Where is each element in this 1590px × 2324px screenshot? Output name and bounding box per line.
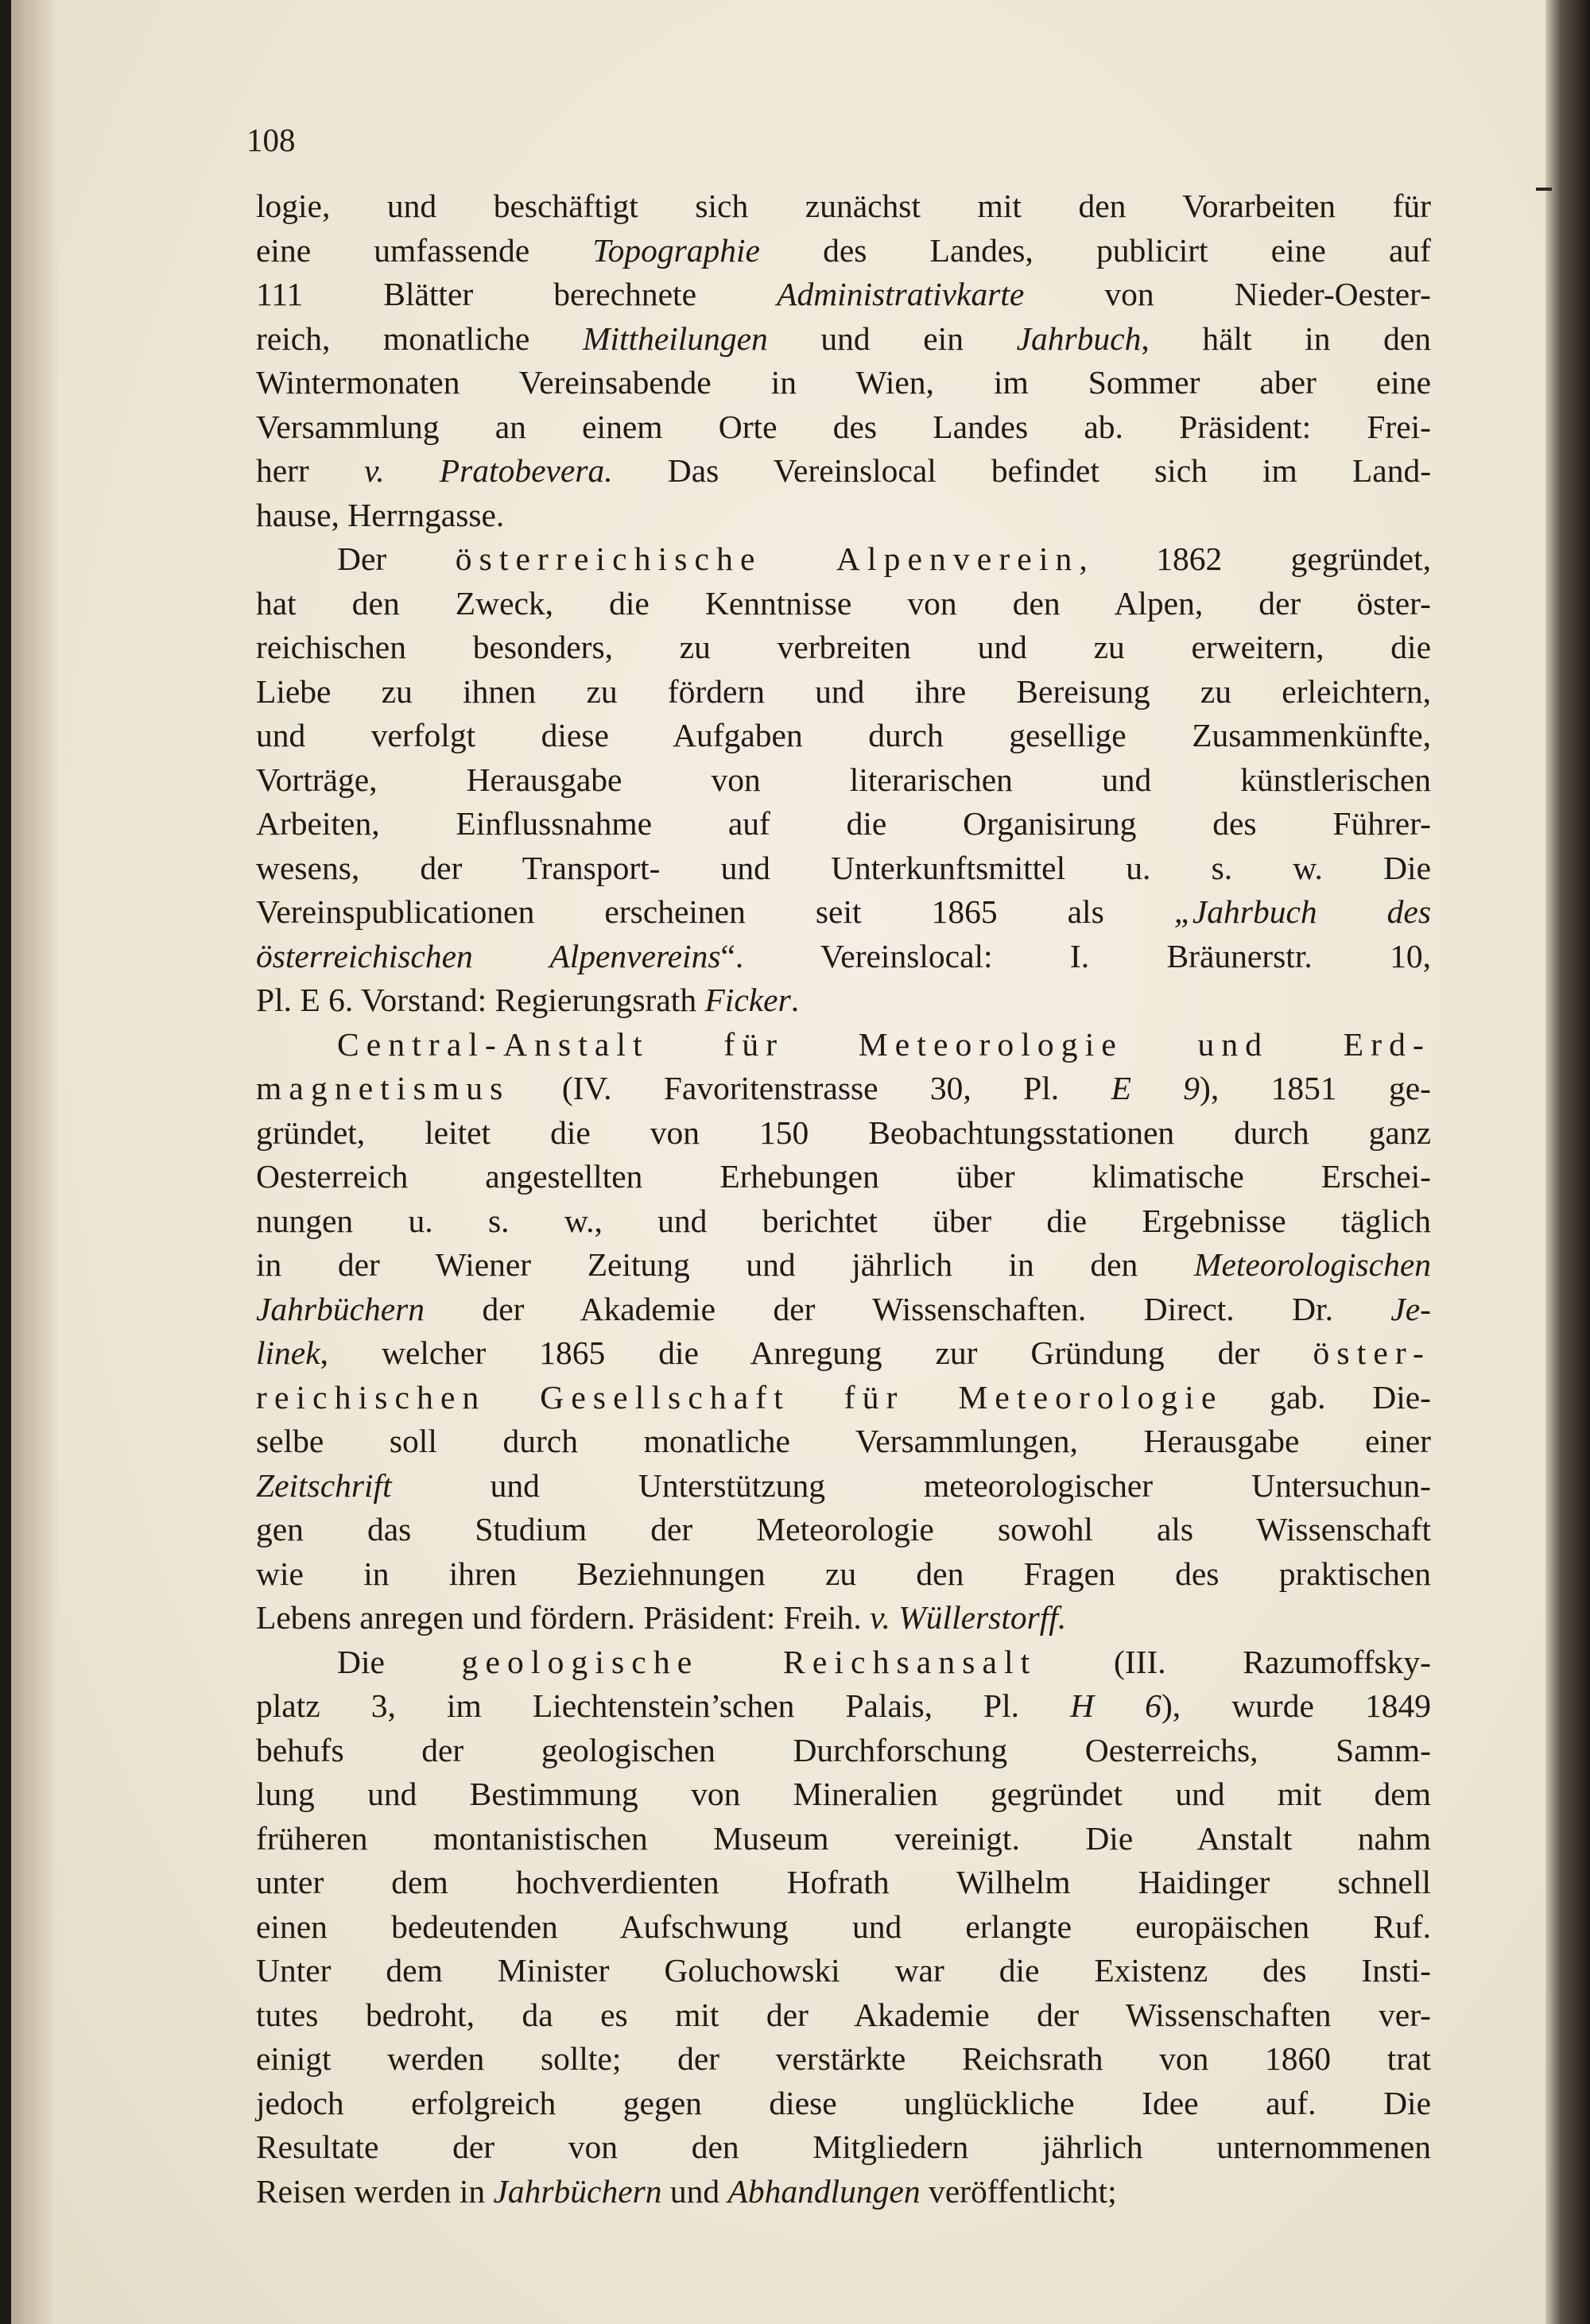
text-run: Vereinspublicationen erscheinen seit 1865 als [256, 893, 1174, 930]
text-run: veröffentlicht; [920, 2172, 1117, 2210]
text-line [256, 2125, 1431, 2170]
text-run: und Unterstützung meteorologischer Untersuchun- [391, 1466, 1431, 1504]
text-run: Oesterreich angestellten Erhebungen über klimatische Erschei- [256, 1158, 1431, 1195]
text-run: reich, monatliche [256, 320, 583, 357]
italic-term: linek [256, 1334, 320, 1371]
text-line [256, 273, 1431, 317]
text-line [256, 2082, 1431, 2126]
text-run: Liebe zu ihnen zu fördern und ihre Bereisung zu erleichtern, [256, 672, 1431, 710]
text-line [256, 1861, 1431, 1905]
paragraph [256, 1023, 1431, 1640]
text-line [256, 1199, 1431, 1244]
text-run: jedoch erfolgreich gegen diese unglückliche Idee auf. Die [256, 2084, 1431, 2121]
text-run: nungen u. s. w., und berichtet über die Ergebnisse täglich [256, 1202, 1431, 1239]
spaced-heading: reichischen Gesellschaft für Meteorologie [256, 1378, 1224, 1416]
text-run: Lebens anregen und fördern. Präsident: Freih. [256, 1599, 871, 1636]
text-line [256, 1817, 1431, 1861]
text-run: Versammlung an einem Orte des Landes ab. Präsident: Frei- [256, 408, 1431, 445]
text-run: , 1862 gegründet, [1079, 540, 1431, 577]
text-run: lung und Bestimmung von Mineralien gegründet und mit dem [256, 1776, 1431, 1812]
text-run: wie in ihren Beziehnungen zu den Fragen des praktischen [256, 1555, 1431, 1592]
text-line [256, 1552, 1431, 1597]
text-line [256, 1420, 1431, 1464]
spaced-heading: öster- [1313, 1334, 1431, 1371]
text-run: selbe soll durch monatliche Versammlungen, Herausgabe einer [256, 1423, 1431, 1459]
italic-term: Topographie [592, 231, 760, 269]
paragraph [256, 537, 1431, 1023]
text-run: Reisen werden in [256, 2172, 494, 2210]
text-line [256, 494, 1431, 538]
text-run: einen bedeutenden Aufschwung und erlangte europäischen Ruf. [256, 1908, 1431, 1945]
text-line [256, 1155, 1431, 1199]
italic-term: Jahrbüchern [493, 2172, 662, 2210]
italic-term: „Jahrbuch des [1173, 893, 1431, 930]
italic-term: Zeitschrift [256, 1466, 392, 1504]
italic-term: Jahrbüchern [256, 1290, 425, 1327]
spaced-heading: magnetismus [256, 1070, 510, 1106]
text-run: . [790, 982, 800, 1018]
text-line [256, 2037, 1431, 2082]
text-line [256, 1684, 1431, 1729]
text-run: , hält in den [1141, 320, 1431, 357]
italic-term: Mittheilungen [582, 320, 768, 357]
text-run: hat den Zweck, die Kenntnisse von den Alpen, der öster- [256, 584, 1431, 622]
text-run: und [661, 2172, 728, 2210]
italic-term: H 6 [1070, 1687, 1161, 1724]
text-line [256, 405, 1431, 450]
text-line [256, 758, 1431, 803]
italic-term: österreichischen Alpenvereins [256, 937, 721, 974]
text-run: Wintermonaten Vereinsabende in Wien, im Sommer aber eine [256, 364, 1431, 401]
text-run: (III. Razumoffsky- [1037, 1643, 1432, 1680]
text-run: Der [337, 540, 456, 577]
text-run: und ein [767, 320, 1017, 357]
text-line [256, 2170, 1431, 2214]
italic-term: Meteorologischen [1193, 1246, 1431, 1283]
text-run: , welcher 1865 die Anregung zur Gründung der [320, 1334, 1313, 1371]
text-line [256, 1772, 1431, 1817]
text-run: Pl. E 6. Vorstand: Regierungsrath [256, 982, 705, 1018]
text-line [256, 1993, 1431, 2038]
text-run: 111 Blätter berechnete [256, 276, 778, 312]
text-line [256, 1949, 1431, 1993]
text-run: platz 3, im Liechtenstein’schen Palais, Pl. [256, 1687, 1071, 1724]
text-run: Resultate der von den Mitgliedern jährlich unternommenen [256, 2128, 1431, 2165]
text-run: und verfolgt diese Aufgaben durch gesellige Zusammenkünfte, [256, 717, 1431, 753]
italic-term: v. Pratobevera. [363, 452, 613, 489]
text-line [256, 184, 1431, 229]
text-line [256, 1905, 1431, 1950]
text-run: behufs der geologischen Durchforschung Oesterreichs, Samm- [256, 1731, 1431, 1768]
text-run: ), wurde 1849 [1161, 1687, 1431, 1724]
text-line [256, 582, 1431, 626]
text-line [256, 1067, 1431, 1111]
text-run: “. Vereinslocal: I. Bräunerstr. 10, [720, 937, 1431, 974]
body-text [256, 184, 1431, 2214]
paragraph [256, 1640, 1431, 2214]
text-run: in der Wiener Zeitung und jährlich in den [256, 1246, 1194, 1283]
text-line [256, 1596, 1431, 1640]
text-run: tutes bedroht, da es mit der Akademie der Wissenschaften ver- [256, 1996, 1431, 2033]
text-run: unter dem hochverdienten Hofrath Wilhelm Haidinger schnell [256, 1864, 1431, 1900]
paragraph [256, 184, 1431, 537]
text-run: reichischen besonders, zu verbreiten und zu erweitern, die [256, 629, 1431, 665]
spaced-heading: österreichische Alpenverein [455, 540, 1080, 577]
text-run: eine umfassende [256, 231, 593, 269]
text-line [256, 626, 1431, 670]
text-line [256, 449, 1431, 494]
text-run: Vorträge, Herausgabe von literarischen und künstlerischen [256, 761, 1431, 798]
italic-term: Jahrbuch [1016, 320, 1142, 357]
text-run: gen das Studium der Meteorologie sowohl als Wissenschaft [256, 1511, 1431, 1547]
text-line [256, 1729, 1431, 1773]
text-run: einigt werden sollte; der verstärkte Reichsrath von 1860 trat [256, 2040, 1431, 2077]
text-run: der Akademie der Wissenschaften. Direct. Dr. [425, 1290, 1391, 1327]
text-run: Die [337, 1643, 462, 1680]
text-line [256, 802, 1431, 846]
text-run: Das Vereinslocal befindet sich im Land- [612, 452, 1432, 489]
italic-term: Ficker [704, 982, 791, 1018]
text-line [256, 1331, 1431, 1376]
text-line [256, 1508, 1431, 1552]
text-run: gründet, leitet die von 150 Beobachtungsstationen durch ganz [256, 1114, 1431, 1151]
text-run: herr [256, 452, 364, 489]
text-line [256, 361, 1431, 405]
text-line [256, 1111, 1431, 1156]
text-line [256, 1376, 1431, 1420]
text-run: gab. Die- [1223, 1378, 1431, 1416]
text-run: wesens, der Transport- und Unterkunftsmittel u. s. w. Die [256, 849, 1431, 886]
text-line [256, 935, 1431, 979]
text-line [256, 670, 1431, 715]
italic-term: Abhandlungen [727, 2172, 921, 2210]
text-line [256, 846, 1431, 891]
text-run: früheren montanistischen Museum vereinigt. Die Anstalt nahm [256, 1819, 1431, 1857]
text-line [256, 317, 1431, 362]
text-run: des Landes, publicirt eine auf [759, 231, 1431, 269]
text-line [256, 229, 1431, 273]
text-line [256, 1243, 1431, 1288]
text-run: (IV. Favoritenstrasse 30, Pl. [510, 1070, 1111, 1106]
text-line [256, 890, 1431, 935]
text-run: von Nieder-Oester- [1024, 276, 1431, 312]
text-line [256, 1640, 1431, 1685]
text-run: logie, und beschäftigt sich zunächst mit den Vorarbeiten für [256, 188, 1431, 224]
italic-term: E 9 [1111, 1070, 1200, 1106]
text-run: hause, Herrngasse. [256, 496, 505, 533]
page-number: 108 [246, 122, 296, 158]
text-line [256, 714, 1431, 758]
text-line [256, 537, 1431, 582]
page-binding-shadow [11, 0, 57, 2324]
text-line [256, 1023, 1431, 1067]
italic-term: Administrativkarte [777, 276, 1025, 312]
spaced-heading: Central-Anstalt für Meteorologie und Erd- [337, 1025, 1431, 1063]
edge-tab-mark [1536, 188, 1552, 191]
text-run: Arbeiten, Einflussnahme auf die Organisirung des Führer- [256, 805, 1431, 842]
text-line [256, 1288, 1431, 1332]
text-line [256, 1464, 1431, 1509]
text-run: ), 1851 ge- [1200, 1070, 1431, 1106]
text-line [256, 978, 1431, 1023]
italic-term: v. Wüllerstorff. [870, 1599, 1067, 1636]
italic-term: Je- [1390, 1290, 1431, 1327]
spaced-heading: geologische Reichsansalt [461, 1643, 1037, 1680]
text-run: Unter dem Minister Goluchowski war die Existenz des Insti- [256, 1952, 1431, 1989]
page-edge-shadow [1545, 0, 1590, 2324]
